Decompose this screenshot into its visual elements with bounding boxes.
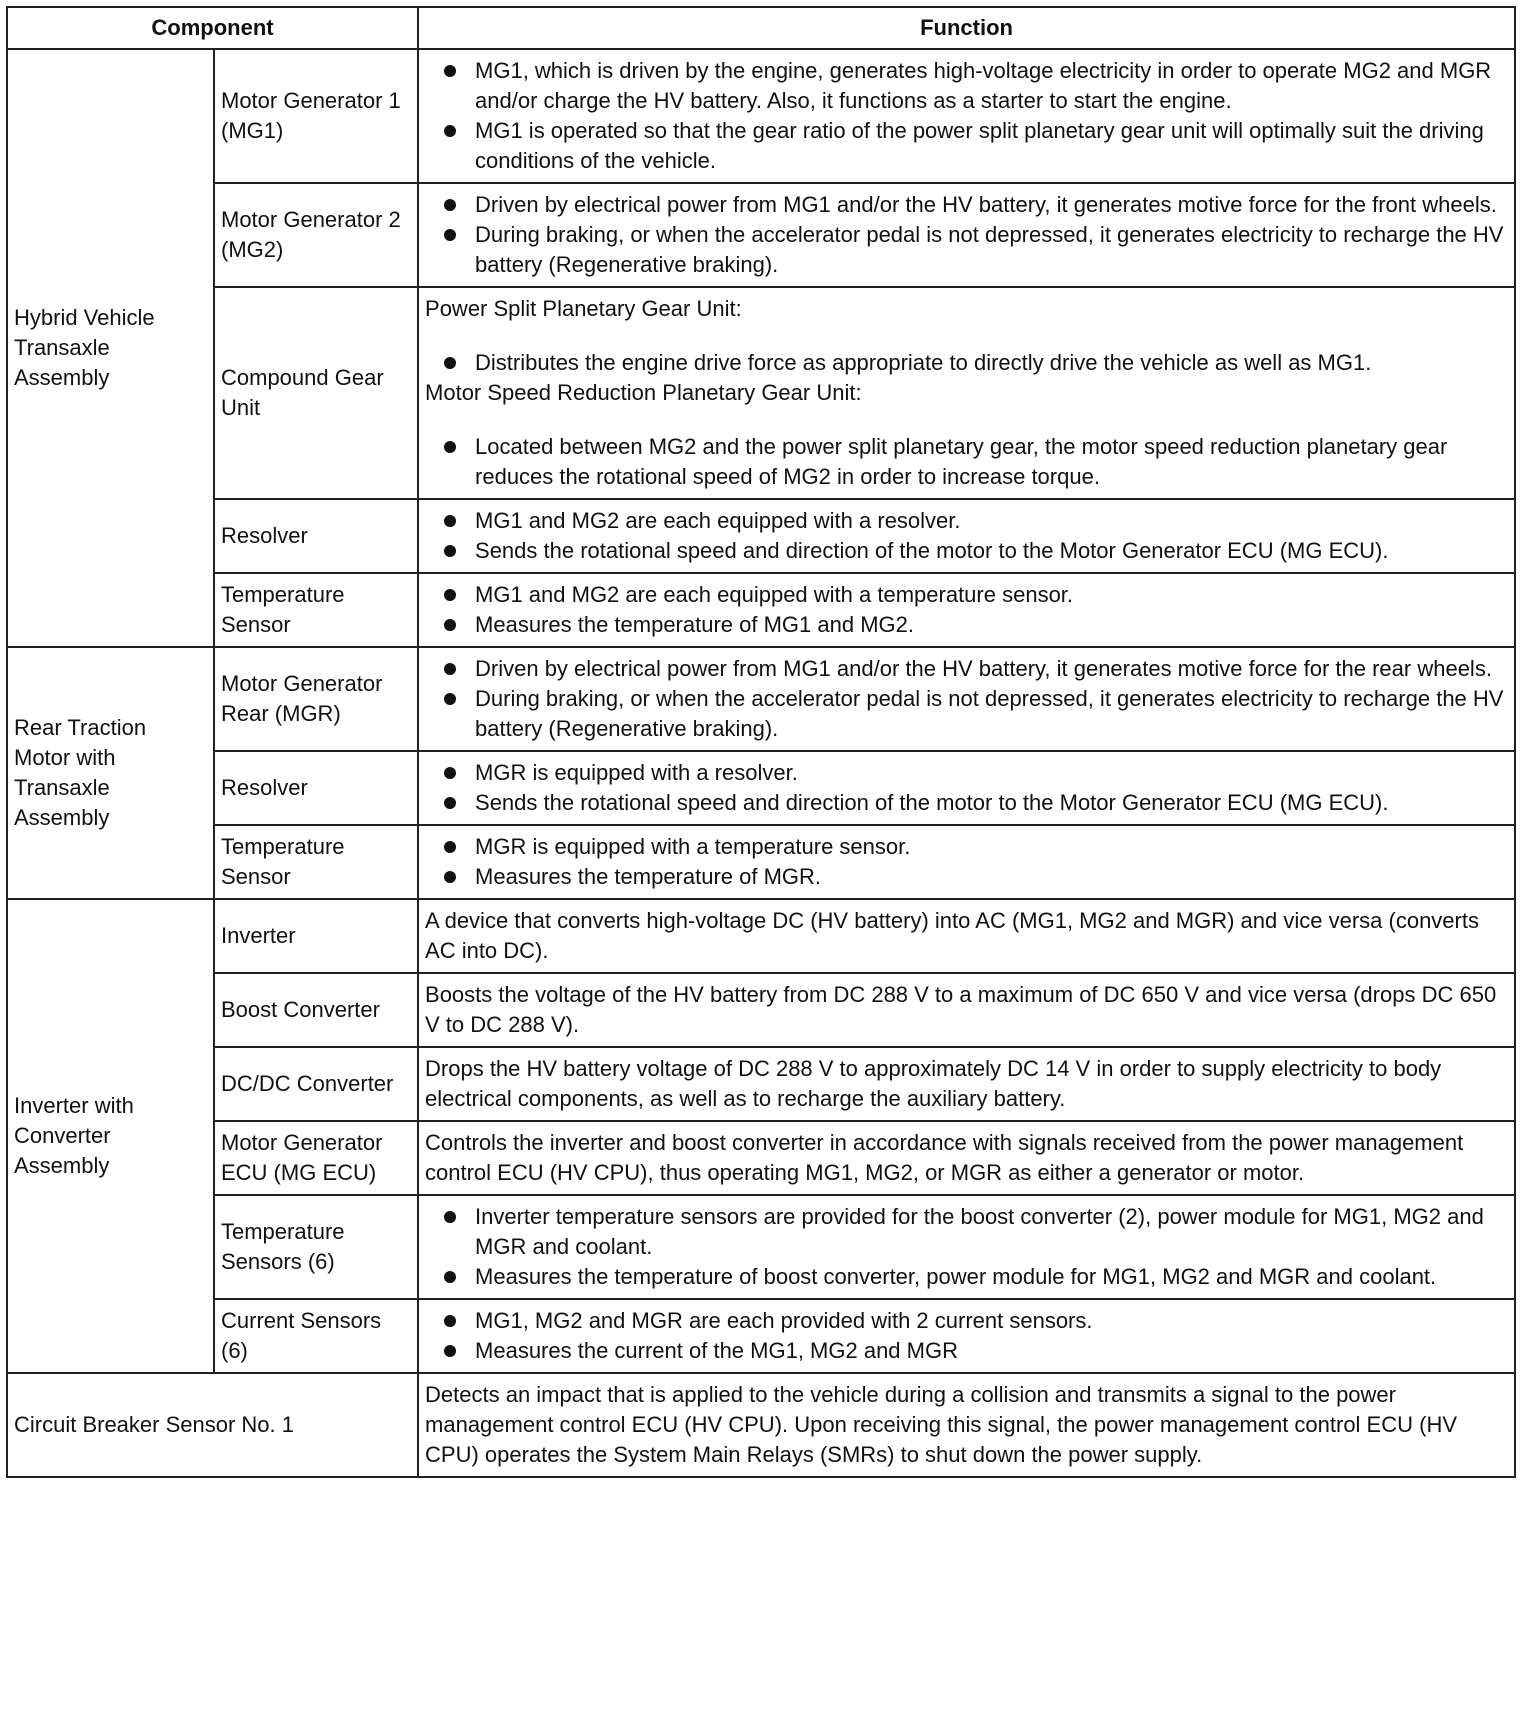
header-component: Component — [7, 7, 418, 49]
component-mgr: Motor Generator Rear (MGR) — [214, 647, 418, 751]
subheading: Power Split Planetary Gear Unit: — [425, 296, 742, 321]
table-row — [7, 287, 1515, 499]
header-function: Function — [418, 7, 1515, 49]
function-compound-gear — [418, 287, 1515, 499]
bullet-item: Inverter temperature sensors are provided for the boost converter (2), power module for MG1, MG2 and MGR and coolant. — [425, 1202, 1508, 1262]
function-temp-rear — [418, 825, 1515, 899]
group-inverter: Inverter with Converter Assembly — [7, 899, 214, 1373]
bullet-item: Driven by electrical power from MG1 and/or the HV battery, it generates motive force for the rear wheels. — [425, 654, 1508, 684]
bullet-list — [425, 758, 1508, 818]
bullet-list — [425, 1202, 1508, 1292]
component-function-table — [6, 6, 1516, 1478]
group-rear-traction: Rear Traction Motor with Transaxle Assembly — [7, 647, 214, 899]
table-row — [7, 1121, 1515, 1195]
bullet-item: MGR is equipped with a temperature sensor. — [425, 832, 1508, 862]
function-temp-front — [418, 573, 1515, 647]
table-row — [7, 899, 1515, 973]
bullet-item: During braking, or when the accelerator pedal is not depressed, it generates electricity to recharge the HV battery (Regenerative braking). — [425, 220, 1508, 280]
bullet-item: Driven by electrical power from MG1 and/or the HV battery, it generates motive force for the front wheels. — [425, 190, 1508, 220]
bullet-item: Measures the temperature of boost converter, power module for MG1, MG2 and MGR and coolant. — [425, 1262, 1508, 1292]
component-inverter: Inverter — [214, 899, 418, 973]
function-mg2 — [418, 183, 1515, 287]
function-dcdc: Drops the HV battery voltage of DC 288 V to approximately DC 14 V in order to supply electricity to body electrical components, as well as to recharge the auxiliary battery. — [418, 1047, 1515, 1121]
function-mg1 — [418, 49, 1515, 183]
component-resolver-rear: Resolver — [214, 751, 418, 825]
bullet-item: MGR is equipped with a resolver. — [425, 758, 1508, 788]
bullet-item: Located between MG2 and the power split planetary gear, the motor speed reduction planetary gear reduces the rotational speed of MG2 in order to increase torque. — [425, 432, 1508, 492]
function-mgr — [418, 647, 1515, 751]
table-row — [7, 573, 1515, 647]
component-boost: Boost Converter — [214, 973, 418, 1047]
bullet-item: Sends the rotational speed and direction of the motor to the Motor Generator ECU (MG ECU). — [425, 536, 1508, 566]
table-row — [7, 973, 1515, 1047]
group-circuit-breaker: Circuit Breaker Sensor No. 1 — [7, 1373, 418, 1477]
bullet-item: MG1 is operated so that the gear ratio of the power split planetary gear unit will optimally suit the driving conditions of the vehicle. — [425, 116, 1508, 176]
table-row — [7, 499, 1515, 573]
bullet-item: Sends the rotational speed and direction of the motor to the Motor Generator ECU (MG ECU). — [425, 788, 1508, 818]
function-temp-sensors6 — [418, 1195, 1515, 1299]
bullet-item: During braking, or when the accelerator pedal is not depressed, it generates electricity to recharge the HV battery (Regenerative braking). — [425, 684, 1508, 744]
bullet-item: MG1 and MG2 are each equipped with a temperature sensor. — [425, 580, 1508, 610]
component-temp-front: Temperature Sensor — [214, 573, 418, 647]
function-inverter: A device that converts high-voltage DC (HV battery) into AC (MG1, MG2 and MGR) and vice versa (converts AC into DC). — [418, 899, 1515, 973]
table-row — [7, 1373, 1515, 1477]
bullet-list — [425, 432, 1508, 492]
bullet-list — [425, 832, 1508, 892]
bullet-list — [425, 190, 1508, 280]
component-dcdc: DC/DC Converter — [214, 1047, 418, 1121]
function-circuit-breaker: Detects an impact that is applied to the vehicle during a collision and transmits a signal to the power management control ECU (HV CPU). Upon receiving this signal, the power management control ECU (HV CPU) operates the System Main Relays (SMRs) to shut down the power supply. — [418, 1373, 1515, 1477]
bullet-item: MG1, MG2 and MGR are each provided with 2 current sensors. — [425, 1306, 1508, 1336]
table-row — [7, 1047, 1515, 1121]
component-resolver-front: Resolver — [214, 499, 418, 573]
table-row — [7, 647, 1515, 751]
component-compound-gear: Compound Gear Unit — [214, 287, 418, 499]
component-mg2: Motor Generator 2 (MG2) — [214, 183, 418, 287]
bullet-item: MG1 and MG2 are each equipped with a resolver. — [425, 506, 1508, 536]
bullet-list — [425, 654, 1508, 744]
bullet-item: MG1, which is driven by the engine, generates high-voltage electricity in order to operate MG2 and MGR and/or charge the HV battery. Also, it functions as a starter to start the engine. — [425, 56, 1508, 116]
bullet-item: Measures the temperature of MGR. — [425, 862, 1508, 892]
header-row — [7, 7, 1515, 49]
bullet-item: Measures the current of the MG1, MG2 and MGR — [425, 1336, 1508, 1366]
bullet-item: Distributes the engine drive force as appropriate to directly drive the vehicle as well as MG1. — [425, 348, 1508, 378]
table-row — [7, 751, 1515, 825]
function-resolver-front — [418, 499, 1515, 573]
bullet-list — [425, 580, 1508, 640]
bullet-list — [425, 56, 1508, 176]
subheading: Motor Speed Reduction Planetary Gear Unit: — [425, 380, 862, 405]
component-temp-sensors6: Temperature Sensors (6) — [214, 1195, 418, 1299]
bullet-item: Measures the temperature of MG1 and MG2. — [425, 610, 1508, 640]
function-resolver-rear — [418, 751, 1515, 825]
table-row — [7, 1195, 1515, 1299]
group-hv-transaxle: Hybrid Vehicle Transaxle Assembly — [7, 49, 214, 647]
component-mg-ecu: Motor Generator ECU (MG ECU) — [214, 1121, 418, 1195]
bullet-list — [425, 348, 1508, 378]
component-mg1: Motor Generator 1 (MG1) — [214, 49, 418, 183]
component-current-sensors6: Current Sensors (6) — [214, 1299, 418, 1373]
component-temp-rear: Temperature Sensor — [214, 825, 418, 899]
table-row — [7, 1299, 1515, 1373]
function-mg-ecu: Controls the inverter and boost converter in accordance with signals received from the power management control ECU (HV CPU), thus operating MG1, MG2, or MGR as either a generator or motor. — [418, 1121, 1515, 1195]
function-boost: Boosts the voltage of the HV battery from DC 288 V to a maximum of DC 650 V and vice versa (drops DC 650 V to DC 288 V). — [418, 973, 1515, 1047]
table-row — [7, 183, 1515, 287]
table-row — [7, 49, 1515, 183]
bullet-list — [425, 1306, 1508, 1366]
bullet-list — [425, 506, 1508, 566]
table-row — [7, 825, 1515, 899]
function-current-sensors6 — [418, 1299, 1515, 1373]
